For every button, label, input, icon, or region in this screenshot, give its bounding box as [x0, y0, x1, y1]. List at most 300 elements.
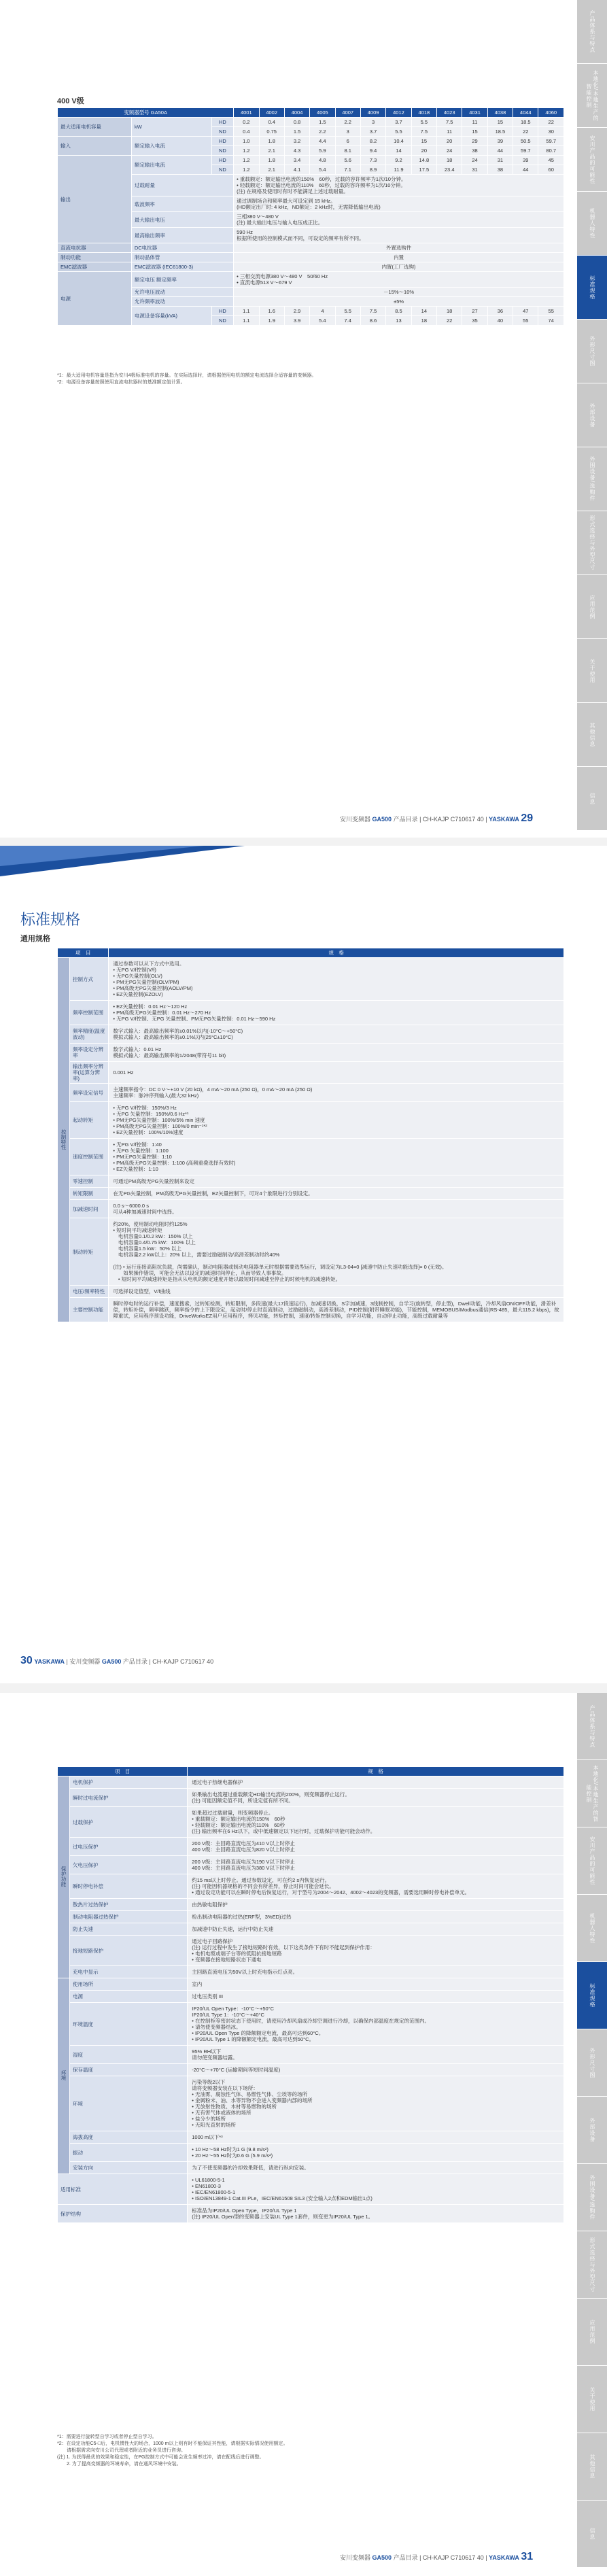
table-cell: 30: [538, 127, 564, 137]
table-cell: 31: [462, 165, 487, 175]
row-group: 输出: [58, 156, 132, 243]
table-cell: 17.5: [411, 165, 436, 175]
row-text: 通过调制场合和频率最大可设定到 15 kHz。 (HD额定出厂时: 4 kHz，ND额定：2 kHz时，无需降低输出电流): [234, 196, 564, 212]
row-text: 内置: [234, 253, 564, 262]
table-notes: [57, 373, 564, 386]
row-text: • 三相交流电源380 V～480 V 50/60 Hz • 直流电源513 V～679 V: [234, 272, 564, 288]
row-label: 电机保护: [70, 1776, 188, 1789]
table-cell: 35: [462, 316, 487, 326]
row-mode: ND: [211, 146, 233, 156]
table-cell: 14: [411, 307, 436, 316]
row-label: 允许频率波动: [131, 297, 233, 307]
page-footer: [340, 2551, 533, 2563]
row-label: 电源设备容量(kVA): [131, 307, 211, 326]
section-text: 环境: [60, 2070, 67, 2080]
table-cell: 1.2: [234, 146, 259, 156]
page-footer: [20, 1655, 213, 1667]
row-text: 如果超过过载耐量，则变频器停止。 • 重载额定：额定输出电流的150% 60秒 • 轻载额定：额定输出电流的110% 60秒 (注) 输出频率在6 Hz以下，或中低速额定以下运行时，过载保护功能可能会动作。: [188, 1807, 564, 1838]
side-tab-label: 本地化/本地生产的智能控制: [586, 69, 599, 122]
row-text: 可选择设定值型，V/f曲线: [109, 1286, 564, 1298]
table-header-cell: 4009: [360, 108, 385, 118]
row-label: 输出频率分辨率(运算分辨率): [70, 1062, 109, 1084]
row-label: 瞬时过电流保护: [70, 1789, 188, 1807]
side-tab-label: 本地化/本地生产的智能控制: [586, 1764, 599, 1823]
side-tab-label: 标准规格: [589, 1983, 595, 2008]
table-cell: 5.5: [335, 307, 360, 316]
row-unit: [131, 156, 211, 175]
protection-env-table: [57, 1766, 564, 2223]
table-cell: 7.3: [360, 156, 385, 165]
table-header-cell: 4031: [462, 108, 487, 118]
row-label: 接地短路保护: [70, 1936, 188, 1966]
table-cell: 3.9: [284, 316, 309, 326]
table-cell: 13: [386, 316, 411, 326]
table-cell: 22: [513, 127, 538, 137]
table-cell: 38: [462, 146, 487, 156]
catalog-page-30: [0, 846, 607, 1683]
row-label: 适用标准: [58, 2174, 188, 2205]
table-cell: 1.2: [234, 165, 259, 175]
row-label: 湿度: [70, 2046, 188, 2064]
catalog-page-29: [0, 0, 607, 838]
table-cell: 5.4: [310, 165, 335, 175]
row-text: • EZ矢量控制：0.01 Hz～120 Hz • PM高级无PG矢量控制：0.01 Hz～270 Hz • 无PG V/f控制、无PG 矢量控制、PM无PG矢量控制：0.01 Hz～590 Hz: [109, 1001, 564, 1025]
table-cell: 8.5: [386, 307, 411, 316]
note-line: 请根据需求向安川公司代理或者附近的业务员进行咨询。: [57, 2448, 186, 2453]
row-text: －15%～10%: [234, 288, 564, 297]
row-group: 最大适用电机容量: [58, 118, 132, 137]
row-label: 环境: [70, 2076, 188, 2131]
table-cell: 3.4: [284, 156, 309, 165]
row-label: 使用场所: [70, 1978, 188, 1991]
side-tab: [577, 2097, 607, 2164]
table-cell: 80.7: [538, 146, 564, 156]
table-cell: 14: [386, 146, 411, 156]
page-footer: [340, 812, 533, 825]
table-cell: 4.4: [310, 137, 335, 146]
section-label: [58, 958, 70, 1322]
row-text: IP20/UL Open Type：-10°C～+50°C IP20/UL Type 1：-10°C～+40°C • 在控制柜等密封状态下使用时，请使用冷却风扇或冷却空调进行冷却，以确保内部温度在规定的范围内。 • 请勿使变频器结冰。 • IP20/UL Open Type 的降额额定电流，最高可达到60°C。 • IP20/UL Type 1 的降额额定电流，最高可达到50°C。: [188, 2003, 564, 2046]
row-text: • 无PG V/f控制：1:40 • 无PG 矢量控制：1:100 • PM无PG矢量控制：1:10 • PM高级无PG矢量控制：1:100 (高频重叠选择有效时) • EZ矢量控制：1:10: [109, 1139, 564, 1175]
side-tab-label: 外形尺寸图: [589, 336, 595, 366]
row-label: 过载耐量: [131, 175, 233, 196]
row-label: 频率设定分辨率: [70, 1044, 109, 1062]
side-tab: [577, 2029, 607, 2097]
table-cell: 1.8: [259, 156, 284, 165]
table-header-cell: 4060: [538, 108, 564, 118]
table-cell: 15: [487, 118, 513, 127]
table-cell: 47: [513, 307, 538, 316]
table-cell: 23.4: [437, 165, 462, 175]
side-tab-label: 关于使用: [589, 2387, 595, 2411]
row-text: 主速频率指令：DC 0 V～+10 V (20 kΩ)，4 mA～20 mA (250 Ω)，0 mA～20 mA (250 Ω) 主速频率：脉冲序列输入(最大32 kHz): [109, 1084, 564, 1102]
side-tab: [577, 320, 607, 383]
page-number: 29: [521, 812, 534, 824]
table-cell: 3.2: [284, 137, 309, 146]
table-cell: 3.7: [386, 118, 411, 127]
table-cell: 1.5: [310, 118, 335, 127]
side-tab-label: 外部设备: [589, 2118, 595, 2142]
side-tab-label: 产品体系与特点: [589, 10, 595, 53]
table-cell: 18: [437, 156, 462, 165]
footer-catalog: 产品目录 | CH-KAJP C710617 40 |: [393, 2554, 487, 2561]
table-cell: 39: [513, 156, 538, 165]
row-text: 如果输出电流超过重载额定HD输出电流的200%，则变频器停止运行。 (注) 可能因额定值不同，所设定值有所不同。: [188, 1789, 564, 1807]
side-tab: [577, 0, 607, 64]
row-label: kW: [134, 124, 142, 130]
row-text: 1000 m以下*³: [188, 2131, 564, 2144]
table-cell: 5.5: [411, 118, 436, 127]
side-tab: [577, 1693, 607, 1760]
side-tab-label: 外围设备/选购件: [589, 456, 595, 502]
row-text: 室内: [188, 1978, 564, 1991]
table-cell: 1.2: [234, 156, 259, 165]
table-header-cell: 4023: [437, 108, 462, 118]
row-label: 起动转矩: [70, 1102, 109, 1139]
row-label: 安装方向: [70, 2162, 188, 2174]
table-cell: 8.9: [360, 165, 385, 175]
table-cell: 7.5: [437, 118, 462, 127]
side-tab-label: 安川产品的可能性: [589, 135, 595, 184]
table-cell: 3: [360, 118, 385, 127]
side-tab: [577, 2164, 607, 2231]
page-subtitle: 通用规格: [20, 935, 50, 943]
table-cell: 22: [538, 118, 564, 127]
table-cell: 22: [437, 316, 462, 326]
table-cell: 44: [513, 165, 538, 175]
side-tab: [577, 2366, 607, 2433]
footer-catalog: 产品目录 | CH-KAJP C710617 40 |: [393, 816, 487, 823]
page-number: 30: [20, 1655, 33, 1666]
row-group: 输入: [58, 137, 132, 156]
side-tab-label: 产品体系与特点: [589, 1704, 595, 1748]
table-cell: 1.1: [234, 307, 259, 316]
header-swoosh: [0, 846, 607, 887]
table-cell: 6: [335, 137, 360, 146]
side-tab: [577, 1760, 607, 1827]
row-group: EMC滤波器: [58, 262, 132, 272]
section-label: [58, 1978, 70, 2174]
row-text: • 无PG V/f控制：150%/3 Hz • 无PG 矢量控制：150%/0.6 Hz*¹ • PM无PG矢量控制：100%/5% min 速度 • PM高级无PG矢量控制：100%/0 min⁻¹*² • EZ矢量控制：100%/10%速度: [109, 1102, 564, 1139]
row-text: 通过电子回路保护 (注) 运行过程中发生了接地短路时有效，以下这类条件下有时不能起到保护作用： • 电机电缆或端子台等的低阻抗接地短路 • 变频器在接地短路状态下通电: [188, 1936, 564, 1966]
table-header-cell: 4012: [386, 108, 411, 118]
row-label: 制动电阻器过热保护: [70, 1911, 188, 1923]
footer-text: 安川变频器: [340, 816, 371, 823]
table-cell: 1.5: [284, 127, 309, 137]
footer-brand: YASKAWA: [489, 816, 519, 823]
side-tab-label: 信息: [589, 792, 595, 805]
side-tabs: [577, 0, 607, 838]
table-cell: 3.7: [360, 127, 385, 137]
table-cell: 11.9: [386, 165, 411, 175]
table-cell: 60: [538, 165, 564, 175]
side-tab: [577, 511, 607, 575]
table-cell: 8.2: [360, 137, 385, 146]
table-cell: 55: [538, 307, 564, 316]
row-text: 内置(工厂选购): [234, 262, 564, 272]
side-tab: [577, 447, 607, 511]
row-text: 瞬时停电时的运行补偿，速度搜索，过转矩检测，转矩限制，多段速(最大17段速运行)，加减速切换，S字加减速，3线制控制，自学习(旋转型，停止型)，Dwell功能，冷却风扇ON/OFF功能，滑差补偿，转矩补偿，频率跳跃，频率指令的上下限设定，起动时/停止时直流制动，过励磁制动，高滑差制动，PID控制(附带睡眠功能)，节能控制，MEMOBUS/Modbus通信(RS-485，最大115.2 kbps)，故障重试，应用程序预设功能，DriveWorksEZ用户应用程序，拷贝功能，转矩控制，速度/转矩控制切换，自学习功能，自动停止功能，高级过载耐量等: [109, 1298, 564, 1322]
table-cell: 55: [513, 316, 538, 326]
table-cell: 24: [462, 156, 487, 165]
side-tab-label: 形式选择与外型尺寸: [589, 2237, 595, 2292]
row-label: 制动晶体管: [131, 253, 233, 262]
table-cell: 2.1: [259, 165, 284, 175]
page-number: 31: [521, 2551, 534, 2562]
row-mode: HD: [211, 137, 233, 146]
footer-model: GA500: [372, 816, 392, 823]
table-cell: 59.7: [538, 137, 564, 146]
row-label: 最高输出频率: [131, 228, 233, 243]
table-cell: 4.3: [284, 146, 309, 156]
row-text: 通过电子热继电器保护: [188, 1776, 564, 1789]
note-line: (注) 1. 为获得最优的效果和稳定性，在PG控制方式中可能会发生频率过冲，请在配线后进行调整。: [57, 2455, 264, 2460]
table-cell: 4: [310, 307, 335, 316]
side-tab: [577, 767, 607, 831]
section-label: [58, 1776, 70, 1978]
table-cell: 18.5: [487, 127, 513, 137]
table-header-spec: 规 格: [109, 948, 564, 958]
table-header-cell: 4018: [411, 108, 436, 118]
side-tab-label: 应用范例: [589, 594, 595, 619]
table-cell: 0.8: [284, 118, 309, 127]
note-line: *2：电源设备容量按照使用直流电抗器时的基准额定值计算。: [57, 380, 186, 385]
table-header-spec: 规 格: [188, 1767, 564, 1776]
row-text: 检出制动电阻器的过热(ERF型，3%ED)过热: [188, 1911, 564, 1923]
row-group: 制动功能: [58, 253, 132, 262]
table-cell: 0.2: [234, 118, 259, 127]
row-text: 为了不使变频器的冷却效果降低，请进行纵向安装。: [188, 2162, 564, 2174]
footer-brand: YASKAWA: [34, 1658, 65, 1665]
row-label: 转矩限制: [70, 1188, 109, 1200]
row-label: 载波频率: [131, 196, 233, 212]
table-cell: 8.6: [360, 316, 385, 326]
footer-text: | 安川变频器: [66, 1658, 101, 1665]
row-group: 电源: [58, 272, 132, 326]
table-cell: 2.9: [284, 307, 309, 316]
side-tab-label: 其他信息: [589, 2454, 595, 2479]
row-text: 过电压类别 III: [188, 1991, 564, 2003]
table-cell: 5.5: [386, 127, 411, 137]
table-cell: 1.0: [234, 137, 259, 146]
table-cell: 18: [411, 316, 436, 326]
table-cell: 50.5: [513, 137, 538, 146]
side-tab: [577, 192, 607, 256]
row-mode: ND: [211, 165, 233, 175]
row-text: 数字式输入：最高输出频率的±0.01%以内(-10°C～+50°C) 模拟式输入：最高输出频率的±0.1%以内(25°C±10°C): [109, 1025, 564, 1044]
table-cell: 5.6: [335, 156, 360, 165]
table-cell: 2.2: [335, 118, 360, 127]
table-header-cell: 4002: [259, 108, 284, 118]
row-mode: ND: [211, 316, 233, 326]
row-text: 在无PG矢量控制，PM高级无PG矢量控制，EZ矢量控制下，可对4个象限进行分别设定。: [109, 1188, 564, 1200]
table-cell: 2.2: [310, 127, 335, 137]
row-text: 由热敏电阻保护: [188, 1899, 564, 1911]
table-header-cell: 4005: [310, 108, 335, 118]
table-notes: [57, 2434, 564, 2468]
table-cell: 0.75: [259, 127, 284, 137]
side-tab: [577, 2299, 607, 2366]
footer-brand: YASKAWA: [489, 2554, 519, 2561]
side-tab-label: 其他信息: [589, 722, 595, 747]
table-header-cell: 4038: [487, 108, 513, 118]
row-label: 过载保护: [70, 1807, 188, 1838]
row-label: 欠电压保护: [70, 1856, 188, 1874]
side-tab: [577, 383, 607, 447]
row-text: -20°C～+70°C (运输期间等短时间温度): [188, 2064, 564, 2076]
row-label: 频率精度(温度波动): [70, 1025, 109, 1044]
row-text: 标准品为IP20/UL Open Type，IP20/UL Type 1 (注) IP20/UL Open型的变频器上安装UL Type 1套件，则变更为IP20/UL Type 1。: [188, 2205, 564, 2223]
table-header-cell: 4001: [234, 108, 259, 118]
table-cell: 14.8: [411, 156, 436, 165]
row-text: 0.0 s～6000.0 s 可从4种加减速时间中选择。: [109, 1200, 564, 1218]
table-cell: 7.1: [335, 165, 360, 175]
row-text: 数字式输入：0.01 Hz 模拟式输入：最高输出频率的1/2048(带符号11 bit): [109, 1044, 564, 1062]
table-cell: 3: [335, 127, 360, 137]
table-cell: 15: [462, 127, 487, 137]
row-unit: [131, 118, 211, 137]
row-text: 95% RH以下 请勿使变频器结露。: [188, 2046, 564, 2064]
table-cell: 24: [437, 146, 462, 156]
row-text: 污染等级2以下 请将变频器安装在以下场所： • 无油雾、腐蚀性气体、易燃性气体、尘埃等的场所 • 金属粉末、油、水等异物不会进入变频器内部的场所 • 无放射性物质、木材等易燃物的场所 • 无有害气体或液体的场所 • 盐分少的场所 • 无阳光直射的场所: [188, 2076, 564, 2131]
table-cell: 36: [487, 307, 513, 316]
row-label: DC电抗器: [131, 243, 233, 253]
side-tab-label: 外形尺寸图: [589, 2047, 595, 2078]
side-tab: [577, 64, 607, 128]
row-label: 保护结构: [58, 2205, 188, 2223]
table-header-item: 项 目: [58, 948, 109, 958]
row-label: 过电压保护: [70, 1838, 188, 1856]
table-cell: 31: [487, 156, 513, 165]
table-cell: 4.8: [310, 156, 335, 165]
table-cell: 74: [538, 316, 564, 326]
row-text: 通过参数可以从下方式中选用。 • 无PG V/f控制(V/f) • 无PG矢量控制(OLV) • PM无PG矢量控制(OLV/PM) • PM高级无PG矢量控制(AOLV/PM) • EZ矢量控制(EZOLV): [109, 958, 564, 1001]
side-tab-label: 外部设备: [589, 402, 595, 428]
row-text: • 重载额定：额定输出电流的150% 60秒，过载的容许频率为1次/10分钟。 • 轻载额定：额定输出电流的110% 60秒，过载的容许频率为1次/10分钟。 (注) 在规格及使用时有时不能满足上述过载耐量。: [234, 175, 564, 196]
table-cell: 27: [462, 307, 487, 316]
side-tab-label: 安川产品的可能性: [589, 1836, 595, 1885]
table-cell: 59.7: [513, 146, 538, 156]
row-label: 瞬时停电补偿: [70, 1874, 188, 1899]
row-label: 最大输出电压: [131, 212, 233, 228]
table-cell: 39: [487, 137, 513, 146]
side-tab: [577, 575, 607, 639]
table-cell: 5.4: [310, 316, 335, 326]
footer-model: GA500: [101, 1658, 122, 1665]
side-tab: [577, 639, 607, 703]
row-text: 主回路直流电压为50V以上时充电指示灯点亮。: [188, 1966, 564, 1978]
row-label: 零速控制: [70, 1175, 109, 1188]
table-cell: 1.1: [234, 316, 259, 326]
table-cell: 10.4: [386, 137, 411, 146]
general-spec-table: [57, 948, 564, 1322]
side-tab-label: 标准规格: [589, 275, 595, 300]
row-label: 加减速时间: [70, 1200, 109, 1218]
row-text: • 10 Hz～58 Hz时为1 G (9.8 m/s²) • 20 Hz～55 Hz时为0.6 G (5.9 m/s²): [188, 2144, 564, 2162]
footer-model: GA500: [372, 2554, 392, 2561]
table-cell: 45: [538, 156, 564, 165]
table-cell: 0.4: [259, 118, 284, 127]
table-cell: 4.1: [284, 165, 309, 175]
page-heading: 400 V级: [57, 97, 84, 105]
table-cell: 40: [487, 316, 513, 326]
row-label: 主要控制功能: [70, 1298, 109, 1322]
row-label: 额定电压 额定频率: [131, 272, 233, 288]
table-cell: 9.2: [386, 156, 411, 165]
table-cell: 29: [462, 137, 487, 146]
table-cell: 7.5: [411, 127, 436, 137]
side-tab: [577, 2501, 607, 2568]
table-header-cell: 4044: [513, 108, 538, 118]
row-label: 频率设定信号: [70, 1084, 109, 1102]
table-cell: 2.1: [259, 146, 284, 156]
row-text: 外置选购件: [234, 243, 564, 253]
side-tab: [577, 703, 607, 767]
page-title: 标准规格: [20, 911, 81, 928]
side-tab: [577, 128, 607, 192]
row-label: 频率控制范围: [70, 1001, 109, 1025]
row-mode: HD: [211, 307, 233, 316]
side-tab: [577, 1895, 607, 1962]
table-cell: 9.4: [360, 146, 385, 156]
row-text: 0.001 Hz: [109, 1062, 564, 1084]
row-label: 振动: [70, 2144, 188, 2162]
side-tab-label: 形式选择与外型尺寸: [589, 515, 595, 570]
row-label: 电源: [70, 1991, 188, 2003]
row-label: 海拔高度: [70, 2131, 188, 2144]
catalog-page-31: [0, 1693, 607, 2576]
row-text: 590 Hz 根据所使用的控制模式而不同，可设定的频率有所不同。: [234, 228, 564, 243]
side-tab: [577, 1827, 607, 1895]
row-text: 三相380 V～480 V (注) 最大输出电压与输入电压成正比。: [234, 212, 564, 228]
table-cell: 38: [487, 165, 513, 175]
table-cell: 7.5: [360, 307, 385, 316]
row-label: 允许电压波动: [131, 288, 233, 297]
side-tab-label: 关于使用: [589, 658, 595, 683]
section-text: 控制特性: [60, 1129, 67, 1150]
row-label: 额定输入电流: [134, 143, 165, 149]
row-label: 防止失速: [70, 1923, 188, 1936]
table-cell: 18: [437, 307, 462, 316]
table-cell: 11: [462, 118, 487, 127]
note-line: *1：需要进行旋转型自学习或者停止型自学习。: [57, 2435, 157, 2439]
row-text: 加减速中防止失速，运行中防止失速: [188, 1923, 564, 1936]
table-cell: 20: [411, 146, 436, 156]
side-tab: [577, 256, 607, 320]
section-text: 保护功能: [60, 1866, 67, 1887]
side-tab-label: 机器人特性: [589, 208, 595, 239]
table-header-cell: 4007: [335, 108, 360, 118]
row-label: 速度控制范围: [70, 1139, 109, 1175]
table-cell: 1.8: [259, 137, 284, 146]
side-tabs: [577, 1693, 607, 2576]
side-tab: [577, 1962, 607, 2029]
row-mode: HD: [211, 118, 233, 127]
row-text: 200 V级：主回路直流电压为410 V以上时停止 400 V级：主回路直流电压为820 V以上时停止: [188, 1838, 564, 1856]
table-header-model: 变频器型号 GA50A: [58, 108, 234, 118]
side-tab-label: 信息: [589, 2528, 595, 2540]
table-cell: 8.1: [335, 146, 360, 156]
footer-catalog: 产品目录 | CH-KAJP C710617 40: [122, 1658, 214, 1665]
row-group: 直流电抗器: [58, 243, 132, 253]
row-label: EMC滤波器 (IEC61800-3): [131, 262, 233, 272]
table-cell: 1.9: [259, 316, 284, 326]
note-line: *2：在设定功能C5-□后，电机惯性大的场合，1000 m以上则有时不能保证其性能，请根据实际情况使用额定。: [57, 2441, 288, 2446]
row-mode: ND: [211, 127, 233, 137]
side-tab-label: 应用范例: [589, 2320, 595, 2344]
side-tab-label: 外围设备/选购件: [589, 2174, 595, 2220]
row-text: 200 V级：主回路直流电压为190 V以下时停止 400 V级：主回路直流电压为380 V以下时停止: [188, 1856, 564, 1874]
